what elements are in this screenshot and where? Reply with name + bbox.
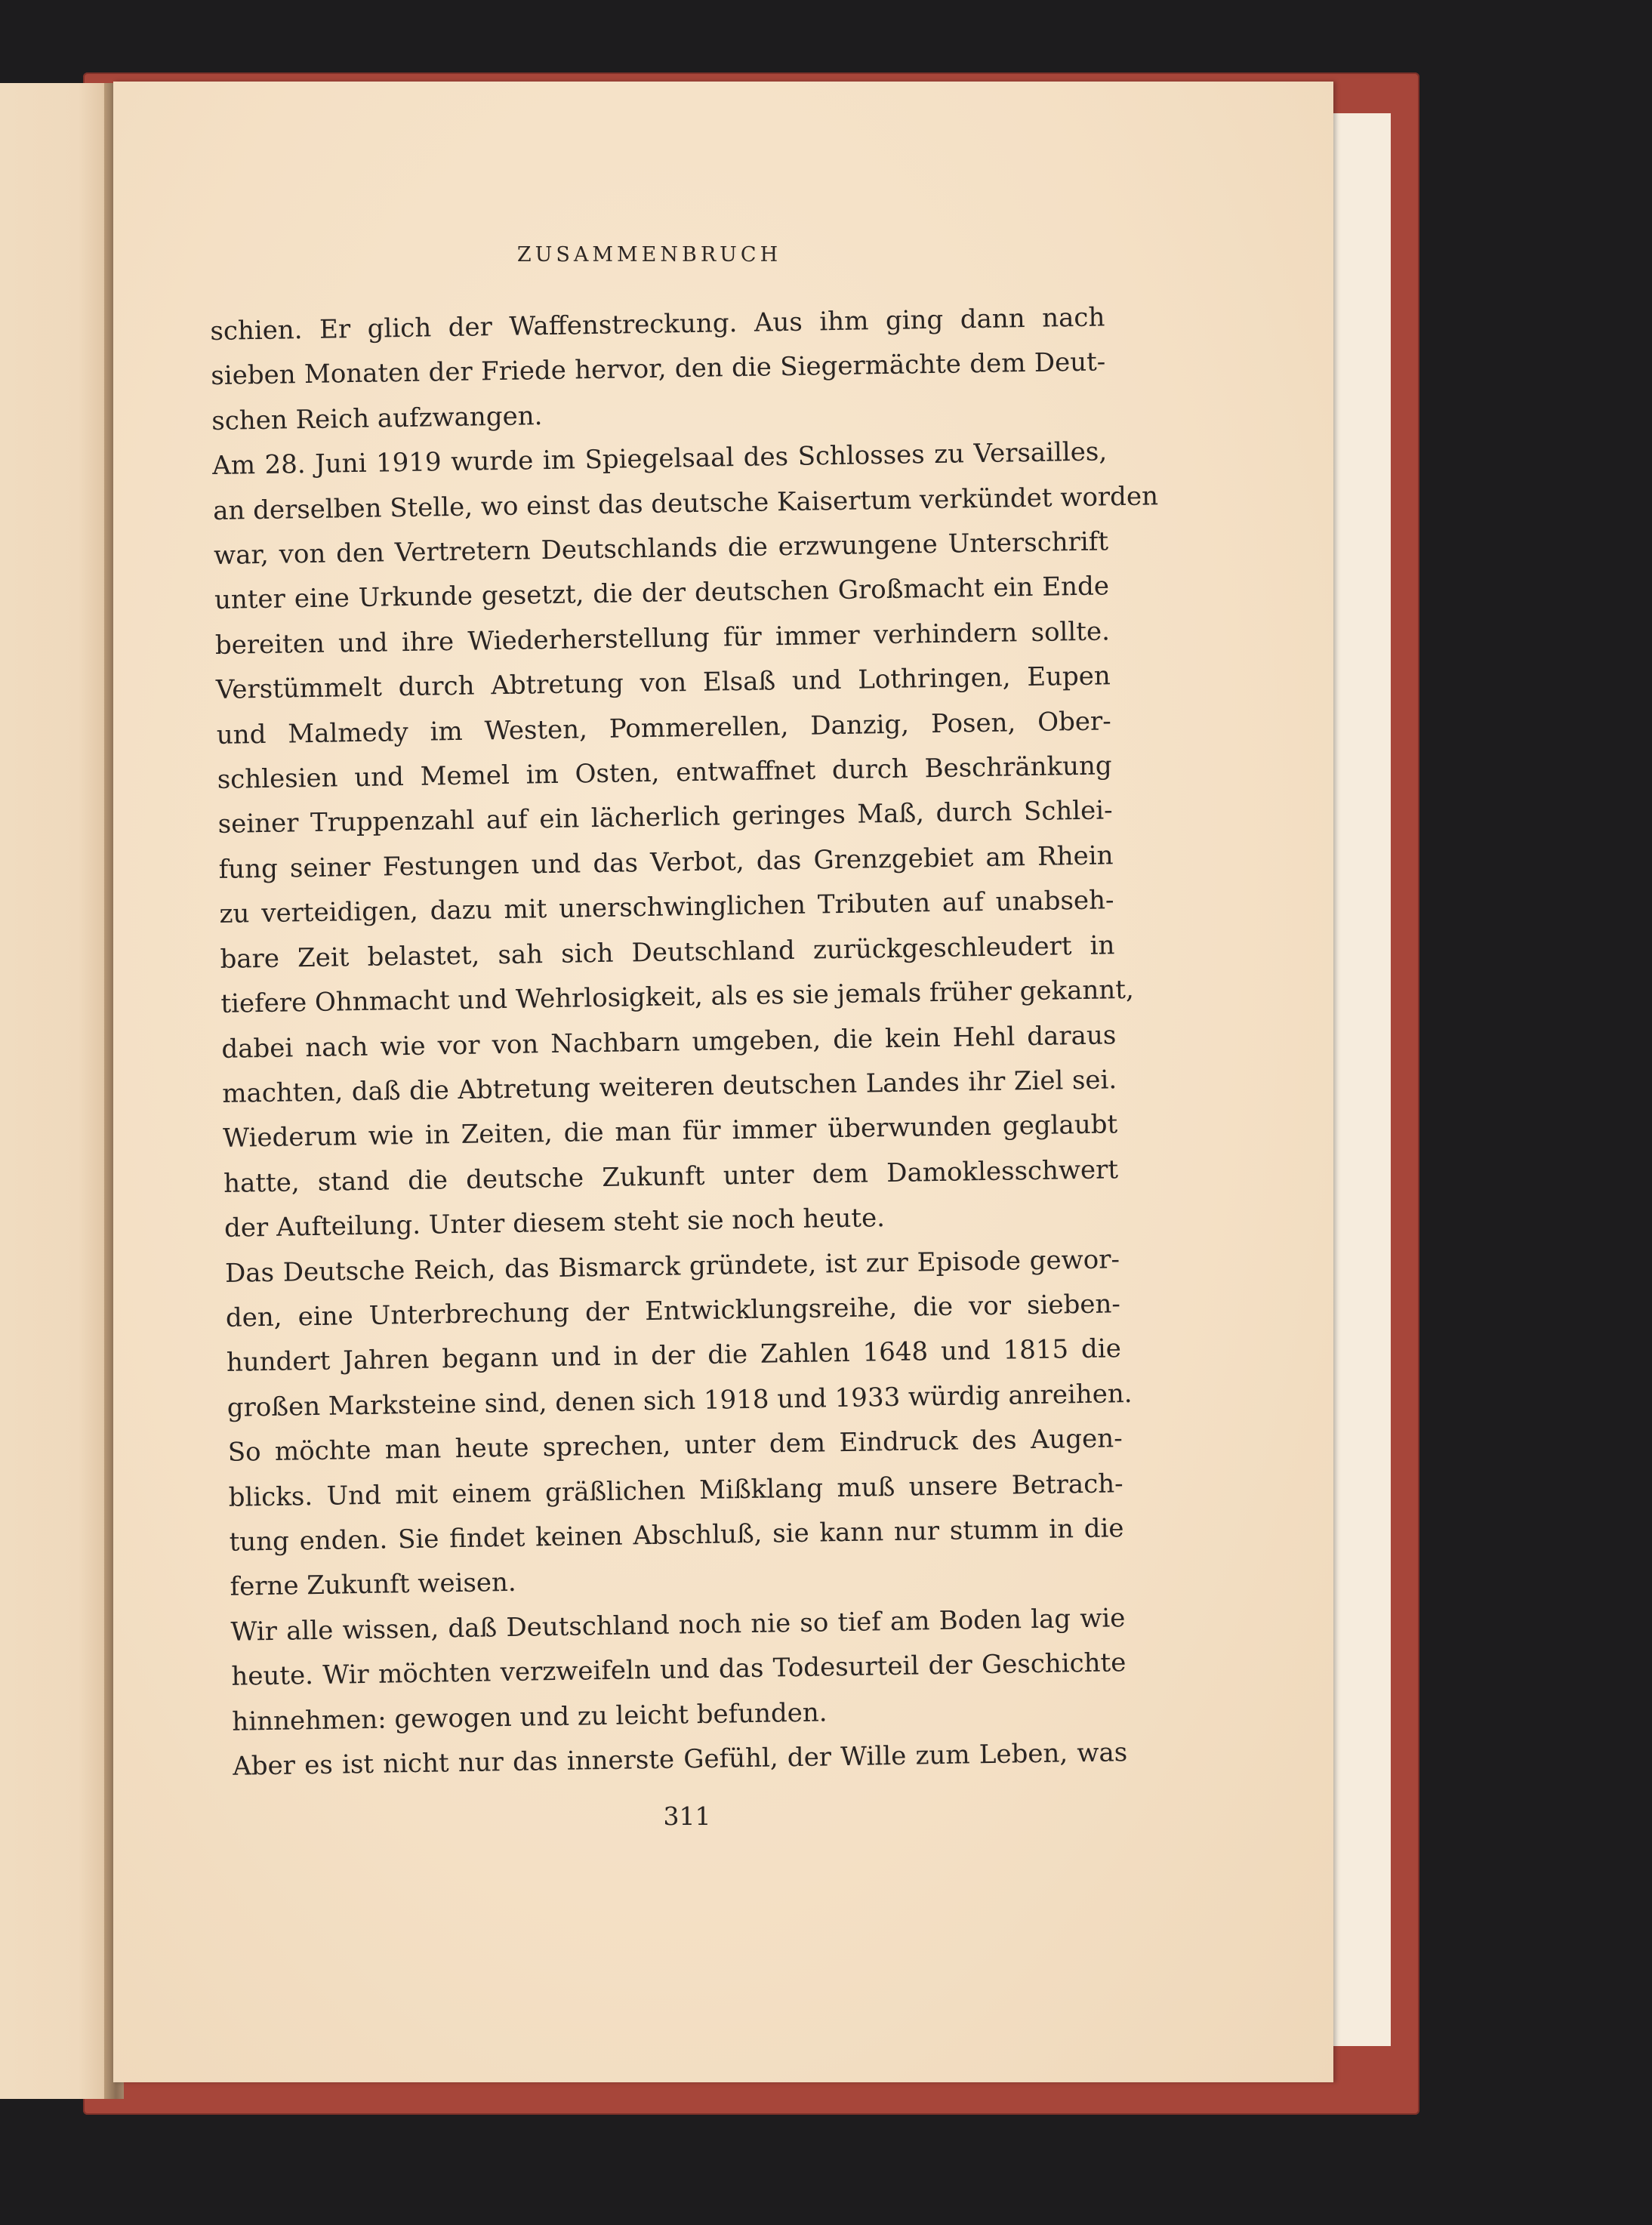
text-line: und Malmedy im Westen, Pommerellen, Danzig, Posen, Ober-	[216, 705, 1112, 750]
text-line: tiefere Ohnmacht und Wehrlosigkeit, als es sie jemals früher gekannt,	[220, 974, 1135, 1019]
text-line: hinnehmen: gewogen und zu leicht befunden.	[232, 1696, 828, 1737]
text-line: heute. Wir möchten verzweifeln und das Todesurteil der Geschichte	[231, 1647, 1127, 1692]
left-page-edge	[0, 83, 112, 2099]
text-line: Verstümmelt durch Abtretung von Elsaß und Lothringen, Eupen	[215, 661, 1111, 706]
running-head: ZUSAMMENBRUCH	[516, 243, 782, 267]
text-line: Wir alle wissen, daß Deutschland noch nie so tief am Boden lag wie	[230, 1602, 1126, 1647]
text-line: hatte, stand die deutsche Zukunft unter dem Damoklesschwert	[223, 1154, 1119, 1199]
text-line: schen Reich aufzwangen.	[211, 400, 543, 436]
text-line: ferne Zukunft weisen.	[230, 1567, 516, 1603]
text-line: tung enden. Sie findet keinen Abschluß, sie kann nur stumm in die	[229, 1513, 1124, 1558]
text-line: den, eine Unterbrechung der Entwicklungsreihe, die vor sieben-	[225, 1289, 1121, 1333]
text-line: der Aufteilung. Unter diesem steht sie noch heute.	[223, 1203, 886, 1243]
text-line: So möchte man heute sprechen, unter dem Eindruck des Augen-	[227, 1423, 1123, 1468]
text-line: bare Zeit belastet, sah sich Deutschland zurückgeschleudert in	[220, 929, 1115, 975]
text-line: an derselben Stelle, wo einst das deutsche Kaisertum verkündet worden	[212, 480, 1159, 526]
text-line: Am 28. Juni 1919 wurde im Spiegelsaal des Schlosses zu Versailles,	[211, 436, 1108, 482]
text-line: sieben Monaten der Friede hervor, den die Siegermächte dem Deut-	[211, 347, 1106, 392]
text-line: schlesien und Memel im Osten, entwaffnet durch Beschränkung	[217, 750, 1112, 795]
text-line: Wiederum wie in Zeiten, die man für immer überwunden geglaubt	[222, 1109, 1118, 1154]
text-line: Aber es ist nicht nur das innerste Gefühl, der Wille zum Leben, was	[233, 1737, 1128, 1782]
text-line: war, von den Vertretern Deutschlands die erzwungene Unterschrift	[213, 526, 1109, 571]
text-line: bereiten und ihre Wiederherstellung für immer verhindern sollte.	[214, 616, 1111, 661]
page-number: 311	[663, 1801, 711, 1831]
text-line: hundert Jahren begann und in der die Zahlen 1648 und 1815 die	[226, 1333, 1122, 1379]
text-line: dabei nach wie vor von Nachbarn umgeben, die kein Hehl daraus	[221, 1019, 1117, 1065]
text-line: machten, daß die Abtretung weiteren deutschen Landes ihr Ziel sei.	[222, 1065, 1117, 1109]
body-text	[210, 295, 1159, 1789]
text-line: fung seiner Festungen und das Verbot, das Grenzgebiet am Rhein	[218, 840, 1114, 885]
text-line: seiner Truppenzahl auf ein lächerlich geringes Maß, durch Schlei-	[217, 795, 1113, 840]
text-line: Das Deutsche Reich, das Bismarck gründete, ist zur Episode gewor-	[224, 1243, 1120, 1289]
text-line: schien. Er glich der Waffenstreckung. Aus ihm ging dann nach	[210, 302, 1105, 347]
text-line: unter eine Urkunde gesetzt, die der deutschen Großmacht ein Ende	[214, 571, 1110, 616]
text-line: großen Marksteine sind, denen sich 1918 und 1933 würdig anreihen.	[227, 1378, 1133, 1423]
text-line: zu verteidigen, dazu mit unerschwinglichen Tributen auf unabseh-	[219, 885, 1114, 930]
text-line: blicks. Und mit einem gräßlichen Mißklang muß unsere Betrach-	[228, 1468, 1123, 1513]
